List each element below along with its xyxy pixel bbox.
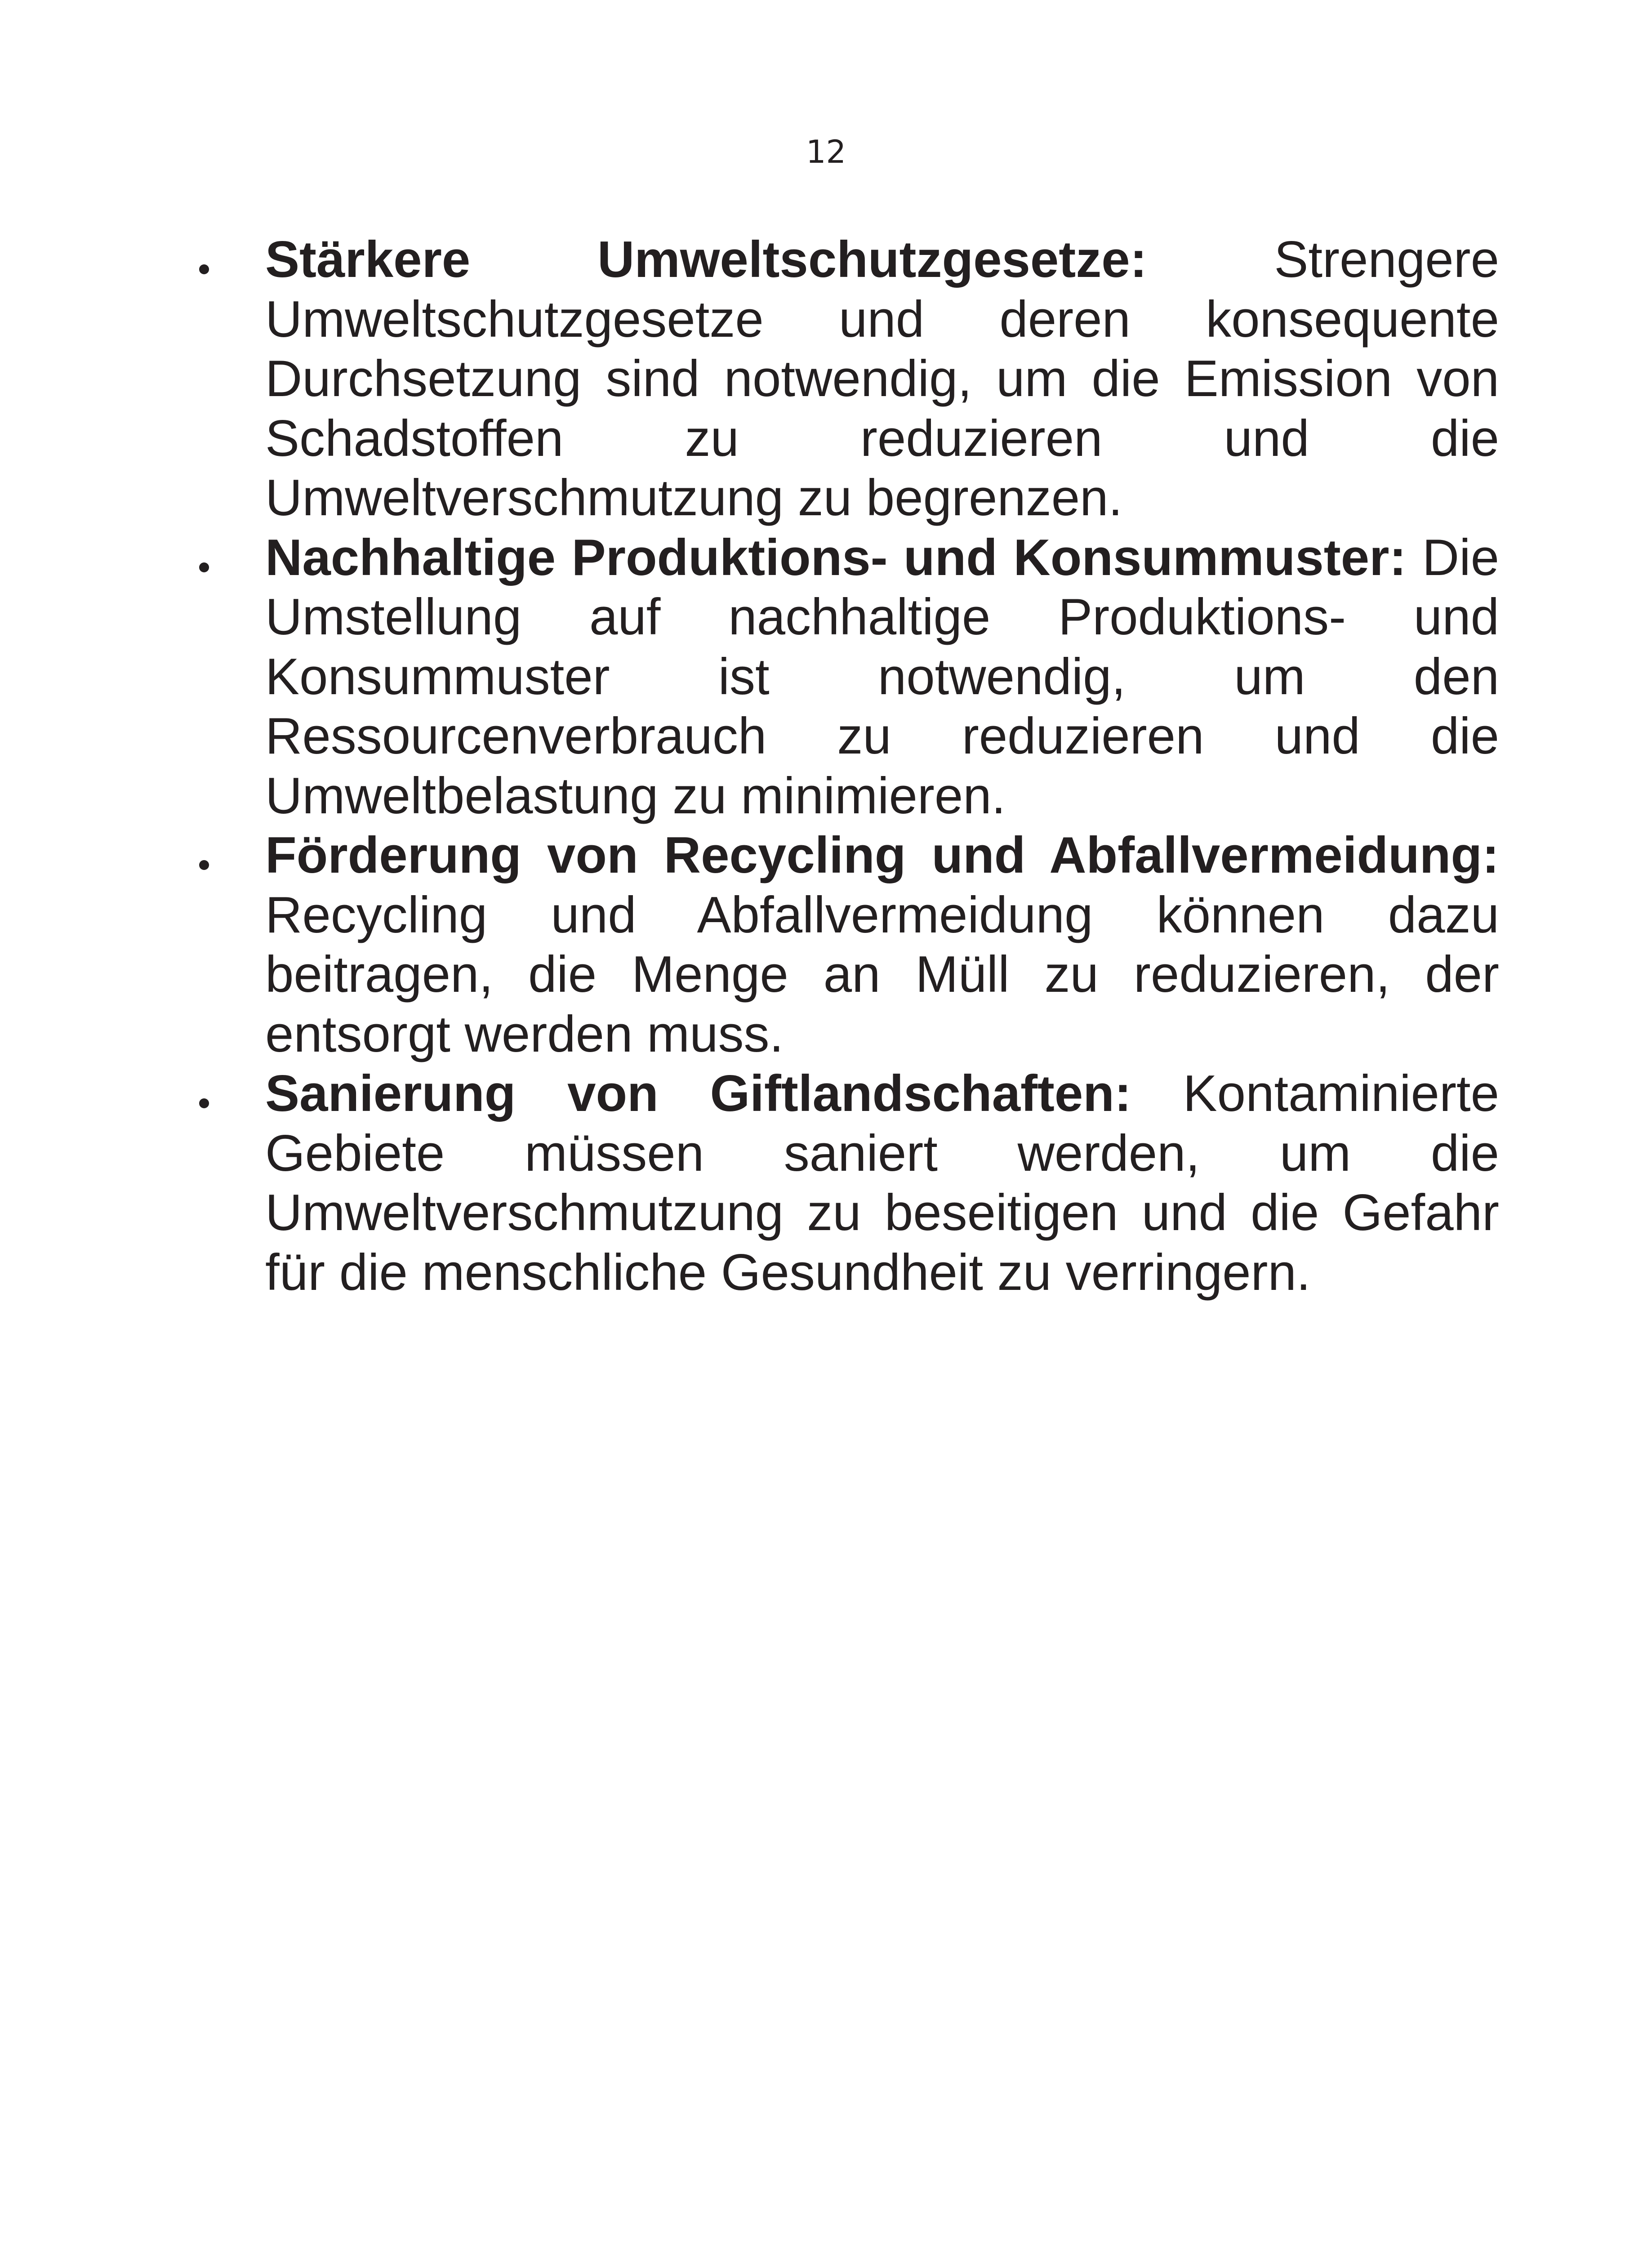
bullet-icon: [196, 826, 214, 886]
item-term: Förderung von Recycling und Abfallvermeidung:: [265, 827, 1499, 884]
bullet-list: [265, 230, 1499, 1302]
bullet-icon: [196, 1064, 214, 1124]
item-text: Recycling und Abfallvermeidung können dazu beitragen, die Menge an Müll zu reduzieren, der entsorgt werden muss.: [265, 886, 1499, 1063]
list-item: [265, 528, 1499, 826]
item-term: Sanierung von Giftlandschaften:: [265, 1065, 1131, 1122]
list-item: [265, 1064, 1499, 1302]
list-item: [265, 230, 1499, 528]
item-term: Stärkere Umweltschutzgesetze:: [265, 231, 1147, 288]
page-number: 12: [806, 134, 846, 170]
item-text: Strengere Umweltschutzgesetze und deren konsequente Durchsetzung sind notwendig, um die Emission von Schadstoffen zu reduzieren und die Umweltverschmutzung zu begrenzen.: [265, 231, 1499, 526]
item-term: Nachhaltige Produktions- und Konsummuster:: [265, 529, 1407, 586]
item-text: Die Umstellung auf nachhaltige Produktions- und Konsummuster ist notwendig, um den Ressourcenverbrauch zu reduzieren und die Umweltbelastung zu minimieren.: [265, 529, 1499, 825]
bullet-icon: [196, 528, 214, 588]
list-item: [265, 826, 1499, 1064]
bullet-icon: [196, 230, 214, 290]
item-text: Kontaminierte Gebiete müssen saniert werden, um die Umweltverschmutzung zu beseitigen und die Gefahr für die menschliche Gesundheit zu verringern.: [265, 1065, 1499, 1301]
